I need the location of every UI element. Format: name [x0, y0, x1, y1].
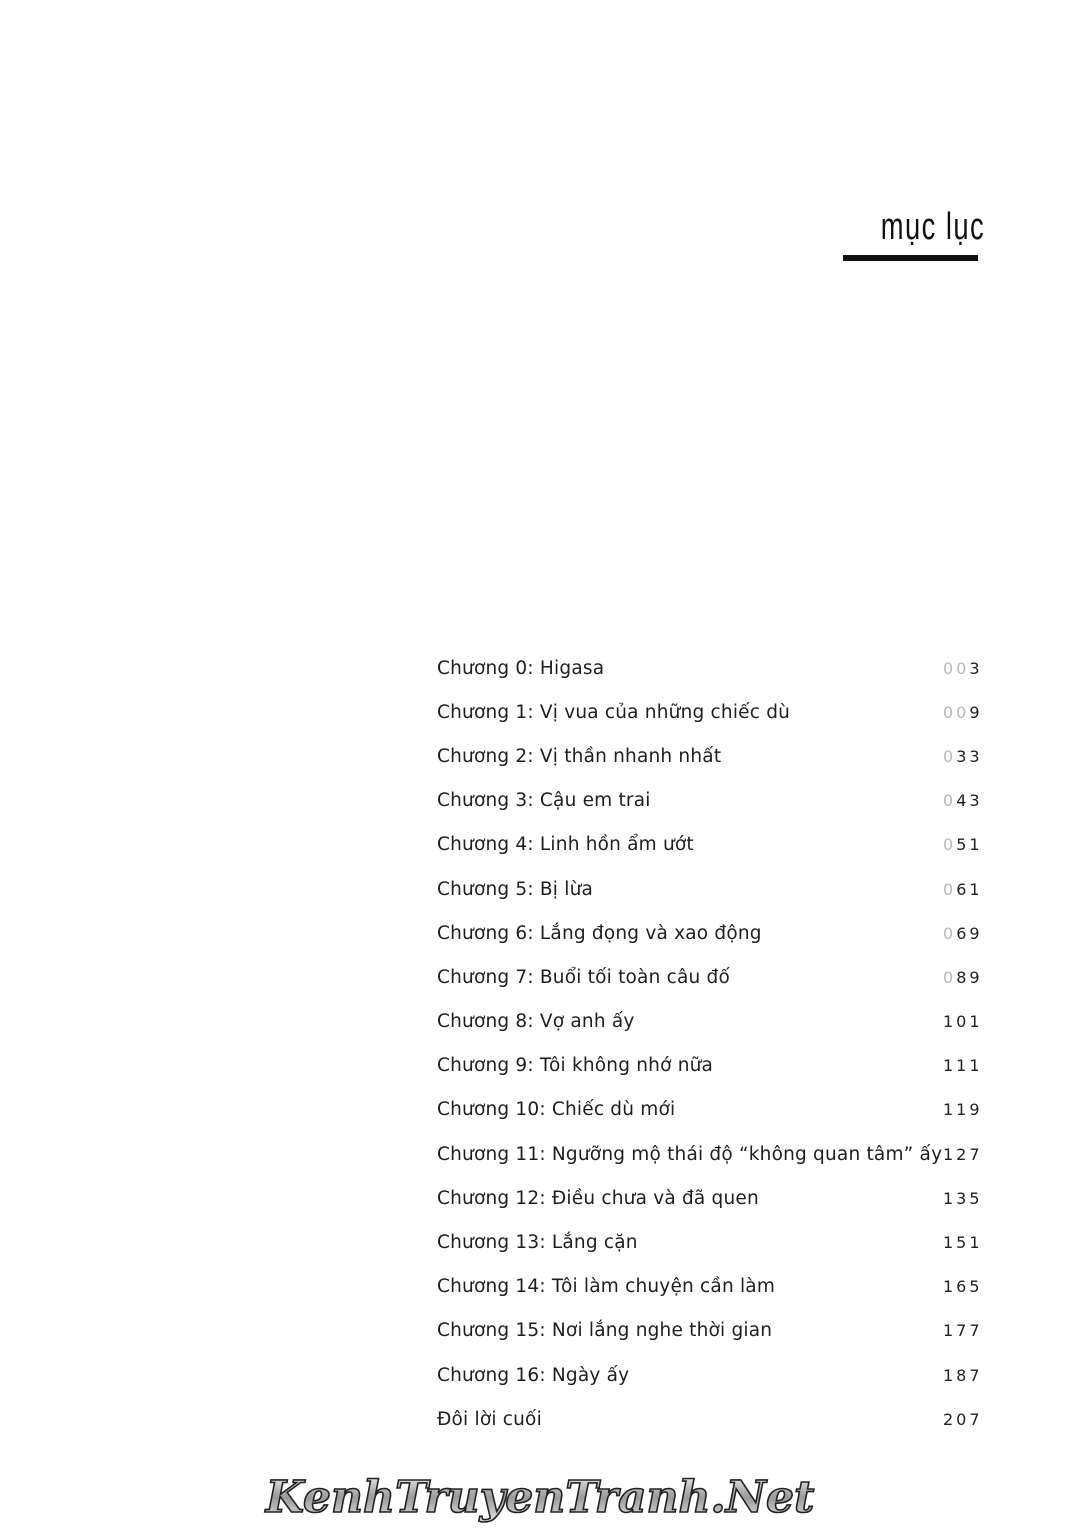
- page-number-padding: 0: [943, 923, 957, 943]
- toc-entry-page: [943, 1188, 983, 1208]
- toc-entry-title: Chương 16: Ngày ấy: [437, 1364, 630, 1386]
- toc-entry-page: [943, 1144, 983, 1164]
- toc-entry-page: [943, 879, 983, 899]
- toc-entry-page: [943, 746, 983, 766]
- page-number-padding: 0: [943, 879, 957, 899]
- toc-heading: [843, 205, 986, 261]
- toc-entry-page: [943, 791, 983, 811]
- page-number: 165: [943, 1277, 983, 1297]
- toc-entry-title: Chương 8: Vợ anh ấy: [437, 1011, 635, 1033]
- toc-entry-title: Chương 4: Linh hồn ẩm ướt: [437, 834, 694, 856]
- toc-entry-page: [943, 1012, 983, 1032]
- page-title: mục lục: [880, 206, 986, 248]
- toc-entry-page: [943, 967, 983, 987]
- toc-entry-title: Chương 11: Ngưỡng mộ thái độ “không quan tâm” ấy: [437, 1143, 943, 1165]
- toc-entry-title: Chương 9: Tôi không nhớ nữa: [437, 1055, 714, 1077]
- page-number: 3: [969, 658, 983, 678]
- toc-entry-title: Chương 2: Vị thần nhanh nhất: [437, 745, 722, 767]
- page-number: 9: [969, 702, 983, 722]
- toc-entry-title: Chương 0: Higasa: [437, 657, 605, 679]
- toc-entry[interactable]: [437, 867, 983, 911]
- toc-entry-page: [943, 658, 983, 678]
- watermark-text: KenhTruyenTranh.Net: [265, 1472, 815, 1523]
- page-number: 151: [943, 1233, 983, 1253]
- toc-entry-title: Chương 13: Lắng cặn: [437, 1232, 638, 1254]
- toc-entry-title: Chương 14: Tôi làm chuyện cần làm: [437, 1276, 776, 1298]
- toc-entry-page: [943, 1277, 983, 1297]
- toc-entry[interactable]: [437, 779, 983, 823]
- toc-entry-title: Chương 5: Bị lừa: [437, 878, 594, 900]
- toc-entry-page: [943, 702, 983, 722]
- toc-entry-title: Chương 7: Buổi tối toàn câu đố: [437, 966, 730, 988]
- page-number: 101: [943, 1012, 983, 1032]
- toc-entry-page: [943, 1365, 983, 1385]
- toc-entry[interactable]: [437, 646, 983, 690]
- toc-entry-page: [943, 1321, 983, 1341]
- toc-entry[interactable]: [437, 1176, 983, 1220]
- toc-entry-page: [943, 1409, 983, 1429]
- toc-entry[interactable]: [437, 1088, 983, 1132]
- table-of-contents: [437, 646, 983, 1441]
- toc-entry[interactable]: [437, 1000, 983, 1044]
- page-number: 69: [956, 923, 983, 943]
- watermark-logo: [240, 1462, 840, 1532]
- toc-entry-page: [943, 1100, 983, 1120]
- page-number-padding: 00: [943, 702, 970, 722]
- title-underline: [843, 255, 978, 261]
- page-number: 89: [956, 967, 983, 987]
- toc-entry-page: [943, 1233, 983, 1253]
- toc-entry[interactable]: [437, 823, 983, 867]
- toc-entry[interactable]: [437, 1265, 983, 1309]
- toc-entry-page: [943, 923, 983, 943]
- page-number-padding: 0: [943, 835, 957, 855]
- toc-entry-title: Đôi lời cuối: [437, 1408, 542, 1430]
- toc-entry[interactable]: [437, 1044, 983, 1088]
- toc-entry[interactable]: [437, 1220, 983, 1264]
- toc-entry-title: Chương 10: Chiếc dù mới: [437, 1099, 676, 1121]
- toc-entry-title: Chương 1: Vị vua của những chiếc dù: [437, 701, 791, 723]
- page-number: 119: [943, 1100, 983, 1120]
- page-number: 33: [956, 746, 983, 766]
- page-number-padding: 0: [943, 746, 957, 766]
- toc-entry[interactable]: [437, 1397, 983, 1441]
- page-number: 187: [943, 1365, 983, 1385]
- page-number-padding: 0: [943, 967, 957, 987]
- page-number: 111: [943, 1056, 983, 1076]
- page-number: 177: [943, 1321, 983, 1341]
- toc-entry[interactable]: [437, 1132, 983, 1176]
- toc-entry-page: [943, 835, 983, 855]
- toc-entry-title: Chương 12: Điều chưa và đã quen: [437, 1187, 759, 1209]
- toc-entry[interactable]: [437, 911, 983, 955]
- toc-entry[interactable]: [437, 1309, 983, 1353]
- toc-entry-title: Chương 15: Nơi lắng nghe thời gian: [437, 1320, 773, 1342]
- page-number: 61: [956, 879, 983, 899]
- page-number: 127: [943, 1144, 983, 1164]
- toc-entry[interactable]: [437, 690, 983, 734]
- watermark-svg: [240, 1462, 840, 1532]
- page-number: 207: [943, 1409, 983, 1429]
- toc-entry[interactable]: [437, 734, 983, 778]
- page-number: 43: [956, 791, 983, 811]
- page-number: 51: [956, 835, 983, 855]
- page-number: 135: [943, 1188, 983, 1208]
- page-number-padding: 0: [943, 791, 957, 811]
- page-number-padding: 00: [943, 658, 970, 678]
- toc-entry-page: [943, 1056, 983, 1076]
- toc-entry[interactable]: [437, 1353, 983, 1397]
- toc-entry[interactable]: [437, 955, 983, 999]
- toc-entry-title: Chương 3: Cậu em trai: [437, 790, 651, 812]
- toc-entry-title: Chương 6: Lắng đọng và xao động: [437, 922, 762, 944]
